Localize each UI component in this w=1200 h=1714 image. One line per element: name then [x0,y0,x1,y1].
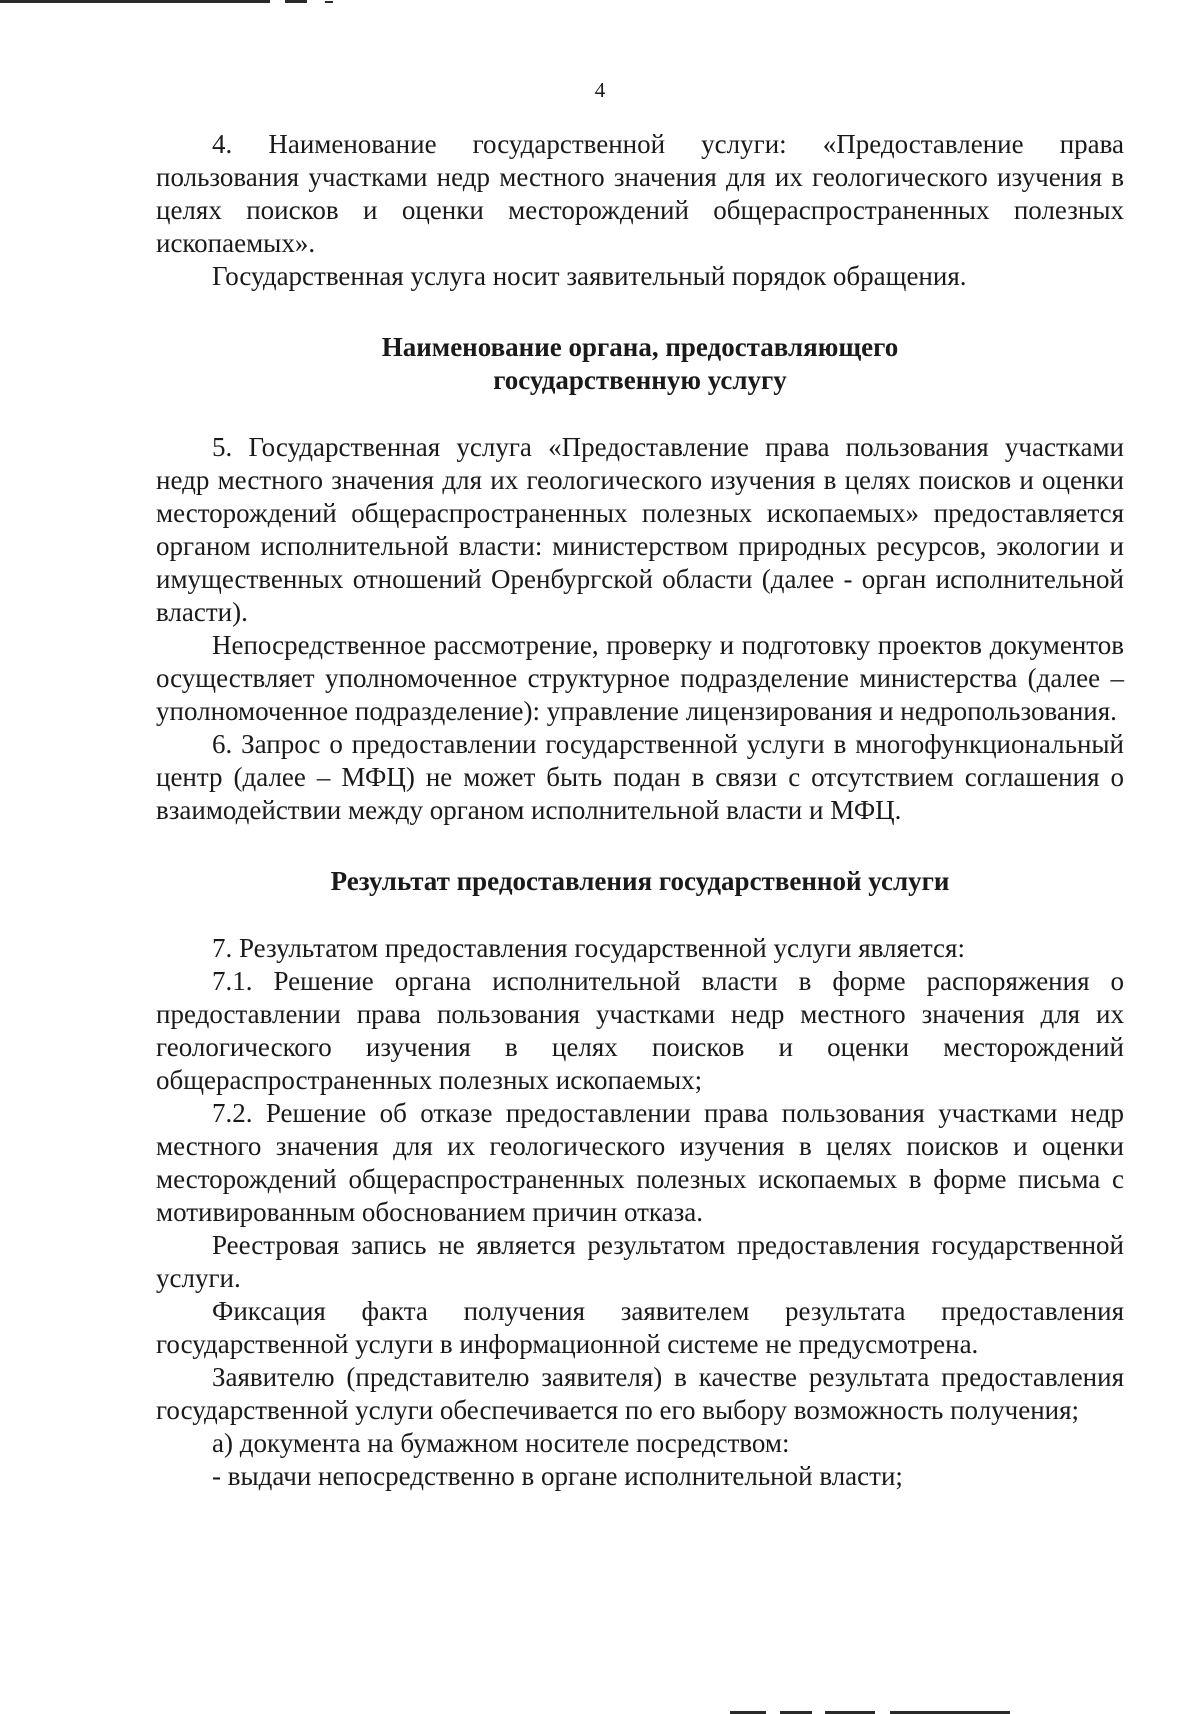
heading-authority-line-2: государственную услугу [493,365,787,395]
paragraph-direct-review: Непосредственное рассмотрение, проверку и подготовку проектов документов осуществляет уполномоченное структурное подразделение министерства (далее – уполномоченное подразделение): управление лицензирования и недропользования. [156,630,1124,726]
scan-artifact-top [285,0,307,3]
scan-artifact-top [0,0,270,3]
paragraph-fixation-note: Фиксация факта получения заявителем результата предоставления государственной услуги в информационной системе не предусмотрена. [156,1296,1124,1359]
paragraph-registry-note: Реестровая запись не является результатом предоставления государственной услуги. [156,1230,1124,1293]
paragraph-item-7-1: 7.1. Решение органа исполнительной власти в форме распоряжения о предоставлении права пользования участками недр местного значения для их геологического изучения в целях поисков и оценки месторождений общераспространенных полезных ископаемых; [156,966,1124,1095]
paragraph-option-a: а) документа на бумажном носителе посредством: [212,1428,790,1458]
paragraph-item-5: 5. Государственная услуга «Предоставление права пользования участками недр местного значения для их геологического изучения в целях поисков и оценки месторождений общераспространенных полезных ископаемых» предоставляется органом исполнительной власти: министерством природных ресурсов, экологии и имущественных отношений Оренбургской области (далее - орган исполнительной власти). [156,432,1124,627]
paragraph-item-7: 7. Результатом предоставления государственной услуги является: [212,933,965,963]
paragraph-applicant-note: Заявителю (представителю заявителя) в качестве результата предоставления государственной услуги обеспечивается по его выбору возможность получения; [156,1362,1124,1425]
paragraph-option-a-1: - выдачи непосредственно в органе исполнительной власти; [212,1461,903,1491]
heading-authority-line-1: Наименование органа, предоставляющего [381,332,899,362]
paragraph-order-note: Государственная услуга носит заявительный порядок обращения. [212,261,967,291]
heading-authority [156,331,1124,397]
scan-artifact-top [325,1,333,3]
paragraph-item-4: 4. Наименование государственной услуги: «Предоставление права пользования участками недр местного значения для их геологического изучения в целях поисков и оценки месторождений общераспространенных полезных ископаемых». [156,129,1124,258]
paragraph-item-7-2: 7.2. Решение об отказе предоставлении права пользования участками недр местного значения для их геологического изучения в целях поисков и оценки месторождений общераспространенных полезных ископаемых в форме письма с мотивированным обоснованием причин отказа. [156,1098,1124,1227]
document-body [156,128,1124,1493]
page-number: 4 [594,78,606,102]
heading-result: Результат предоставления государственной услуги [330,866,950,896]
paragraph-item-6: 6. Запрос о предоставлении государственной услуги в многофункциональный центр (далее – МФЦ) не может быть подан в связи с отсутствием соглашения о взаимодействии между органом исполнительной власти и МФЦ. [156,729,1124,825]
